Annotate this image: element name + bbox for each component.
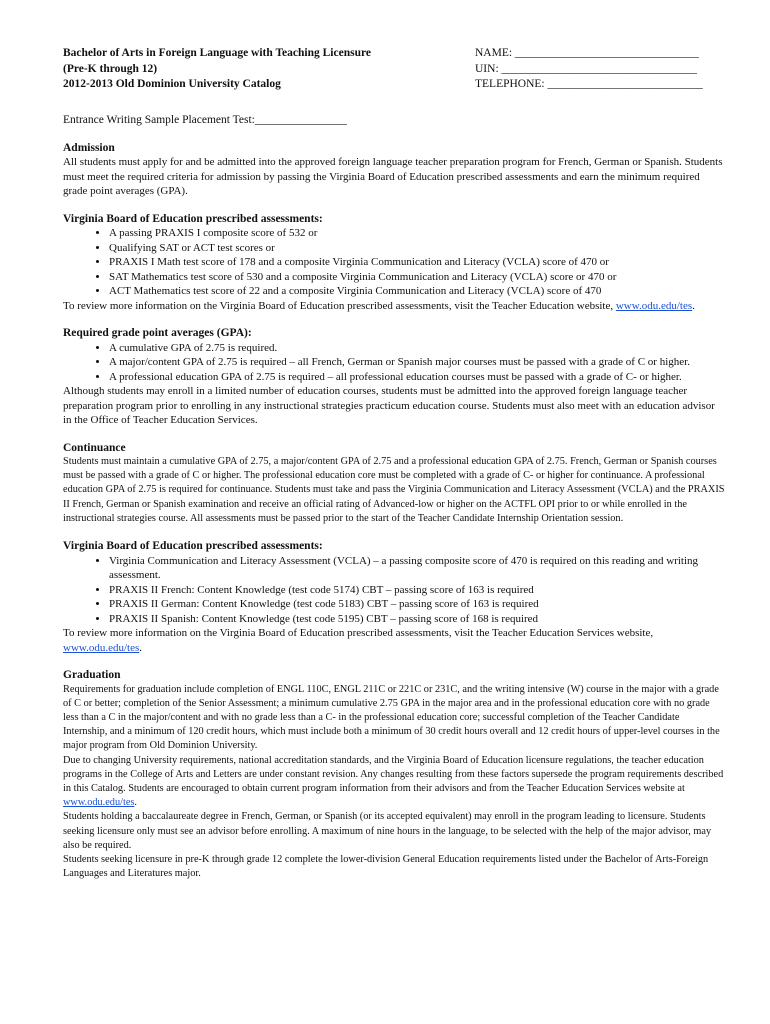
uin-field[interactable]: UIN: __________________________________ bbox=[475, 62, 698, 75]
tes-link-2[interactable]: www.odu.edu/tes bbox=[63, 641, 140, 654]
continuance-section bbox=[63, 441, 725, 527]
catalog-year: 2012-2013 Old Dominion University Catalog bbox=[63, 78, 281, 90]
list-item: • A major/content GPA of 2.75 is required – all French, German or Spanish major courses must be passed with a grade of C or higher. bbox=[109, 355, 725, 370]
document-page bbox=[63, 46, 725, 881]
program-title-block bbox=[63, 46, 371, 93]
document-header bbox=[63, 46, 725, 93]
program-title-line2: (Pre-K through 12) bbox=[63, 62, 158, 75]
list-item: • PRAXIS II Spanish: Content Knowledge (test code 5195) CBT – passing score of 168 is required bbox=[109, 612, 725, 627]
list-item: • Virginia Communication and Literacy Assessment (VCLA) – a passing composite score of 470 is required on this reading and writing assessment. bbox=[109, 554, 725, 583]
graduation-general-education-text: Students seeking licensure in pre-K through grade 12 complete the lower-division General Education requirements listed under the Bachelor of Arts-Foreign Languages and Literatures major. bbox=[63, 853, 709, 880]
program-title-line1: Bachelor of Arts in Foreign Language with Teaching Licensure bbox=[63, 47, 371, 59]
tes-link[interactable]: www.odu.edu/tes bbox=[615, 299, 693, 312]
vbe-assessments-heading-2: Virginia Board of Education prescribed assessments: bbox=[63, 540, 323, 553]
graduation-revision-text bbox=[63, 754, 725, 811]
vbe-review-text-2 bbox=[63, 626, 725, 655]
name-field[interactable]: NAME: ________________________________ bbox=[475, 47, 699, 59]
continuance-text: Students must maintain a cumulative GPA of 2.75, a major/content GPA of 2.75 and a professional education GPA of 2.75. French, German or Spanish courses must be passed with a grade of C or higher. The professional education core must be completed with a grade of C- or higher for continuance. A professional education GPA of 2.75 is required for continuance. Students must take and pass the Virginia Communication and Literacy Assessment (VCLA) and the PRAXIS II French, German or Spanish examination and receive an official rating of Advanced-low or higher on the ACTFL OPI prior to or while enrolled in the instructional strategies course. All assessments must be passed prior to the start of the Teacher Candidate Internship Orientation session. bbox=[63, 456, 725, 524]
student-info-block bbox=[475, 46, 725, 93]
period: . bbox=[692, 299, 695, 312]
admission-text: All students must apply for and be admitted into the approved foreign language teacher preparation program for French, German or Spanish. Students must meet the required criteria for admission by passing the Virginia Board of Education prescribed assessments and earn the minimum required grade point averages (GPA). bbox=[63, 156, 723, 197]
gpa-list bbox=[63, 341, 725, 385]
telephone-field[interactable]: TELEPHONE: ___________________________ bbox=[475, 78, 703, 90]
list-item: • PRAXIS II German: Content Knowledge (test code 5183) CBT – passing score of 163 is required bbox=[109, 597, 725, 612]
graduation-revision-sentence: Due to changing University requirements, national accreditation standards, and the Virginia Board of Education licensure regulations, the teacher education programs in the College of Arts and Letters are under constant revision. Any changes resulting from these factors supersede the program requirements described in this Catalog. Students are encouraged to obtain current program information from their advisors and from the Teacher Education Services website at bbox=[63, 754, 724, 794]
entrance-writing-test-field[interactable]: Entrance Writing Sample Placement Test:________________ bbox=[63, 113, 347, 126]
list-item: • A professional education GPA of 2.75 is required – all professional education courses must be passed with a grade of C- or higher. bbox=[109, 370, 725, 385]
vbe-review-sentence: To review more information on the Virginia Board of Education prescribed assessments, visit the Teacher Education website, bbox=[63, 299, 614, 312]
list-item: • A cumulative GPA of 2.75 is required. bbox=[109, 341, 725, 356]
graduation-baccalaureate-text: Students holding a baccalaureate degree in French, German, or Spanish (or its accepted equivalent) may enroll in the program leading to licensure. Students seeking licensure only must see an advisor before enrolling. A maximum of nine hours in the language, to be selected with the help of the major advisor, may also be required. bbox=[63, 811, 712, 851]
list-item: • ACT Mathematics test score of 22 and a composite Virginia Communication and Literacy (VCLA) score of 470 bbox=[109, 284, 725, 299]
continuance-heading: Continuance bbox=[63, 441, 126, 454]
graduation-requirements-text: Requirements for graduation include completion of ENGL 110C, ENGL 211C or 221C or 231C, and the writing intensive (W) course in the major with a grade of C or better; completion of the Senior Assessment; a minimum cumulative 2.75 GPA in the major area and in the professional education core with no grade less than a C in the major/content and with no grade less than a C- in the professional education core; successful completion of the Teacher Candidate Internship, and a minimum of 120 credit hours, which must include both a minimum of 30 credit hours overall and 12 credit hours of upper-level courses in the major program from Old Dominion University. bbox=[63, 683, 720, 752]
period: . bbox=[134, 797, 137, 809]
list-item: • SAT Mathematics test score of 530 and a composite Virginia Communication and Literacy (VCLA) score or 470 or bbox=[109, 270, 725, 285]
list-item: • PRAXIS II French: Content Knowledge (test code 5174) CBT – passing score of 163 is required bbox=[109, 583, 725, 598]
vbe-assessments-list bbox=[63, 226, 725, 299]
admission-heading: Admission bbox=[63, 141, 115, 154]
tes-link-3[interactable]: www.odu.edu/tes bbox=[63, 797, 135, 809]
period: . bbox=[139, 641, 143, 654]
gpa-heading: Required grade point averages (GPA): bbox=[63, 327, 252, 339]
gpa-text: Although students may enroll in a limited number of education courses, students must be admitted into the approved foreign language teacher preparation program prior to enrolling in any instructional strategies practicum education course. Students must also meet with an education advisor in the Office of Teacher Education Services. bbox=[63, 385, 715, 426]
vbe-review-text bbox=[63, 299, 725, 314]
graduation-heading: Graduation bbox=[63, 669, 121, 682]
vbe-review-sentence-2: To review more information on the Virginia Board of Education prescribed assessments, visit the Teacher Education Services website, bbox=[63, 627, 654, 640]
list-item: • PRAXIS I Math test score of 178 and a composite Virginia Communication and Literacy (VCLA) score of 470 or bbox=[109, 255, 725, 270]
vbe-assessments-heading: Virginia Board of Education prescribed assessments: bbox=[63, 212, 323, 225]
list-item: • A passing PRAXIS I composite score of 532 or bbox=[109, 226, 725, 241]
graduation-section bbox=[63, 668, 725, 881]
vbe-assessments-list-2 bbox=[63, 554, 725, 627]
list-item: • Qualifying SAT or ACT test scores or bbox=[109, 241, 725, 256]
